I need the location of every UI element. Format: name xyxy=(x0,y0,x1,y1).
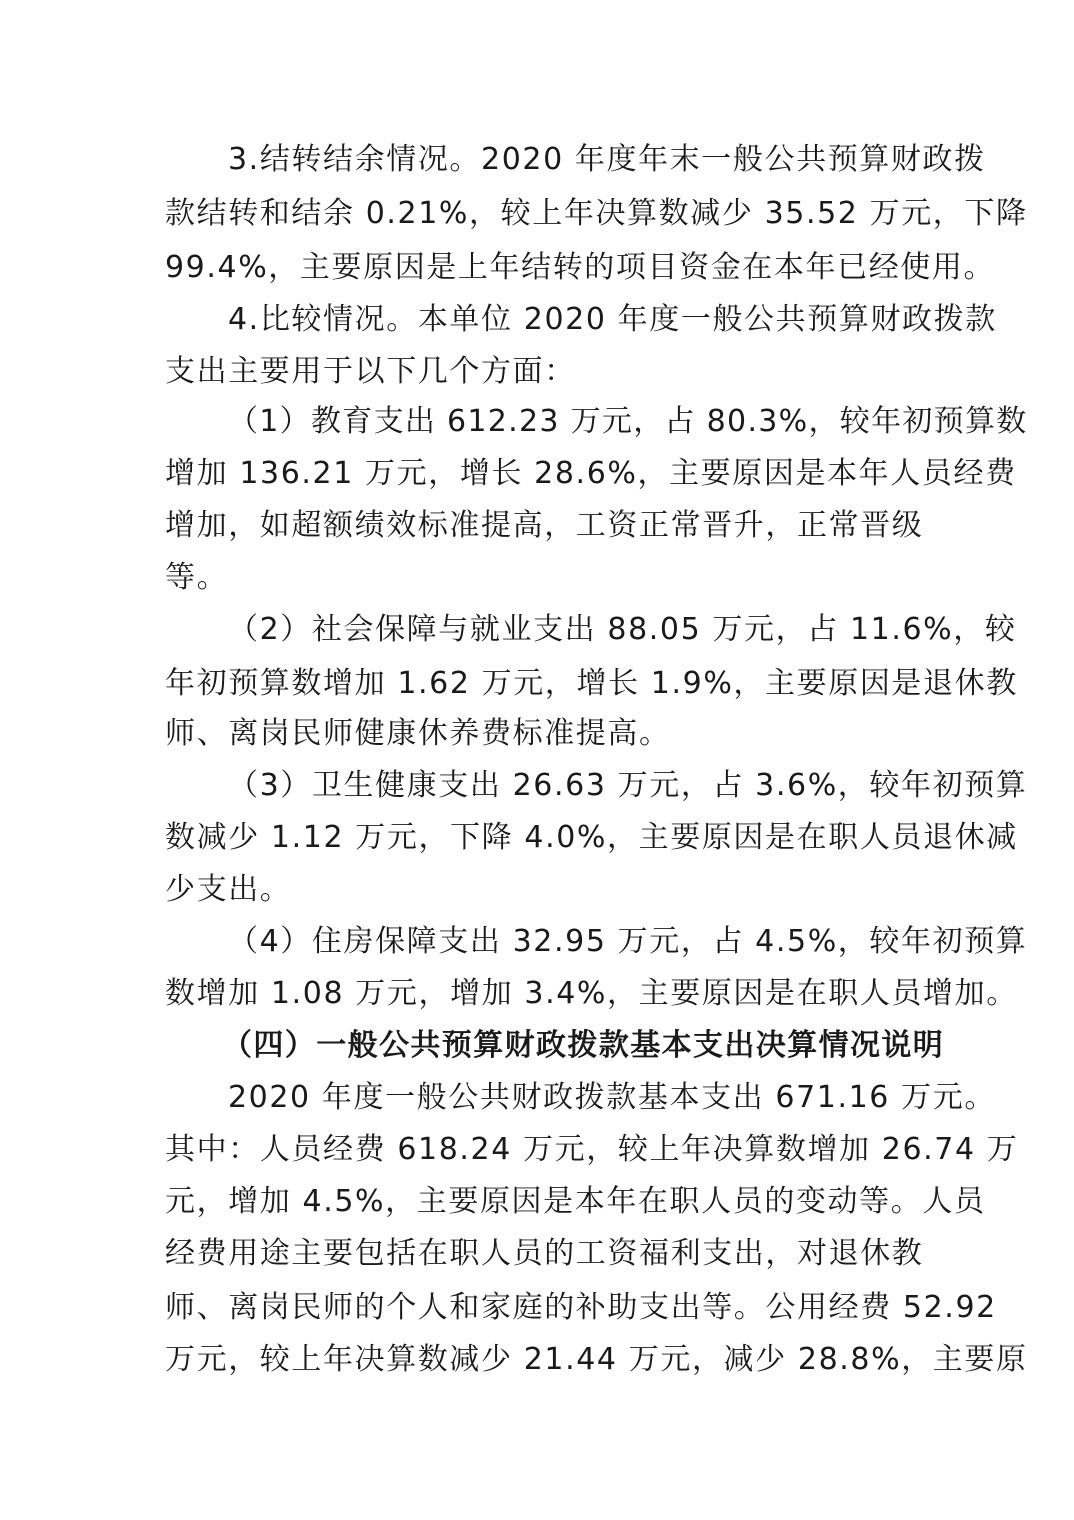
text-line: （1）教育支出 612.23 万元，占 80.3%，较年初预算数 xyxy=(228,404,1028,439)
text-line: 支出主要用于以下几个方面： xyxy=(165,354,576,389)
text-line: 年初预算数增加 1.62 万元，增长 1.9%，主要原因是退休教 xyxy=(165,666,1018,701)
text-line: 款结转和结余 0.21%，较上年决算数减少 35.52 万元，下降 xyxy=(165,196,1028,231)
text-line: 99.4%，主要原因是上年结转的项目资金在本年已经使用。 xyxy=(165,250,996,285)
text-line: 少支出。 xyxy=(165,872,292,907)
text-line: 增加 136.21 万元，增长 28.6%，主要原因是本年人员经费 xyxy=(165,456,1017,491)
text-line: 经费用途主要包括在职人员的工资福利支出，对退休教 xyxy=(165,1236,924,1271)
text-line: 其中：人员经费 618.24 万元，较上年决算数增加 26.74 万 xyxy=(165,1132,1019,1167)
text-line: （4）住房保障支出 32.95 万元，占 4.5%，较年初预算 xyxy=(228,924,1028,959)
text-line: 师、离岗民师健康休养费标准提高。 xyxy=(165,716,671,751)
text-line: 数减少 1.12 万元，下降 4.0%，主要原因是在职人员退休减 xyxy=(165,820,1018,855)
text-line: 增加，如超额绩效标准提高，工资正常晋升，正常晋级 xyxy=(165,508,924,543)
text-line: 元，增加 4.5%，主要原因是本年在职人员的变动等。人员 xyxy=(165,1184,986,1219)
text-line: 3.结转结余情况。2020 年度年末一般公共预算财政拨 xyxy=(228,142,986,177)
text-line: 4.比较情况。本单位 2020 年度一般公共预算财政拨款 xyxy=(228,302,997,337)
section-heading: （四）一般公共预算财政拨款基本支出决算情况说明 xyxy=(222,1028,945,1063)
text-line: 万元，较上年决算数减少 21.44 万元，减少 28.8%，主要原 xyxy=(165,1342,1028,1377)
text-line: （2）社会保障与就业支出 88.05 万元，占 11.6%，较 xyxy=(228,612,1017,647)
text-line: 等。 xyxy=(165,560,229,595)
text-line: 2020 年度一般公共财政拨款基本支出 671.16 万元。 xyxy=(228,1080,996,1115)
text-line: 数增加 1.08 万元，增加 3.4%，主要原因是在职人员增加。 xyxy=(165,976,1018,1011)
text-line: 师、离岗民师的个人和家庭的补助支出等。公用经费 52.92 xyxy=(165,1290,997,1325)
text-line: （3）卫生健康支出 26.63 万元，占 3.6%，较年初预算 xyxy=(228,768,1028,803)
